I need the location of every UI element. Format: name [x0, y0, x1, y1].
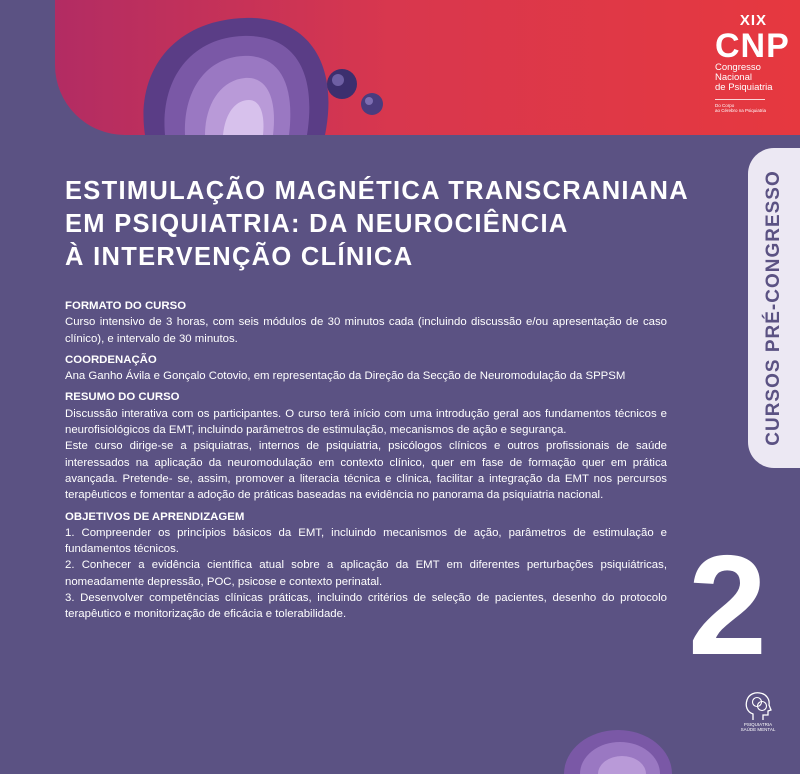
course-title: [65, 175, 745, 274]
congress-name-line2: de Psiquiatria: [715, 82, 773, 93]
sppsm-logo: [733, 690, 783, 732]
head-profile-icon: [741, 690, 775, 722]
section-text: Ana Ganho Ávila e Gonçalo Cotovio, em representação da Direção da Secção de Neuromodulação da SPPSM: [65, 370, 626, 383]
objective-item: 1. Compreender os princípios básicos da EMT, incluindo mecanismos de ação, parâmetros de estimulação e fundamentos técnicos.: [65, 526, 667, 556]
section-heading: OBJETIVOS DE APRENDIZAGEM: [65, 510, 245, 523]
decorative-neuron: [558, 728, 678, 774]
logo-text-line1: PSIQUIATRIA: [743, 722, 773, 727]
congress-tagline-line1: Do Corpo: [715, 103, 735, 108]
title-line-3: À INTERVENÇÃO CLÍNICA: [65, 243, 414, 271]
section-resumo: [65, 389, 667, 503]
edition-number: XIX: [739, 12, 767, 29]
congress-name-line1: Congresso Nacional: [715, 62, 761, 83]
congress-logo: [715, 12, 800, 113]
section-coordenacao: [65, 352, 667, 385]
logo-divider: [715, 99, 765, 100]
congress-acronym: CNP: [715, 27, 790, 65]
title-line-2: EM PSIQUIATRIA: DA NEUROCIÊNCIA: [65, 210, 569, 238]
course-number: 2: [688, 526, 767, 685]
congress-tagline-line2: ao Cérebro na Psiquiatria: [715, 108, 767, 113]
section-formato: [65, 298, 667, 347]
section-text: Curso intensivo de 3 horas, com seis módulos de 30 minutos cada (incluindo discussão e/ou apresentação de caso clínico), e intervalo de 30 minutos.: [65, 316, 667, 345]
section-heading: FORMATO DO CURSO: [65, 300, 187, 312]
title-line-1: ESTIMULAÇÃO MAGNÉTICA TRANSCRANIANA: [65, 177, 689, 205]
section-heading: RESUMO DO CURSO: [65, 391, 180, 404]
section-paragraph: Este curso dirige-se a psiquiatras, internos de psiquiatria, psicólogos clínicos e outros profissionais de saúde interessados na aplicação da neuromodulação em contexto clínico, quer em fase de formação quer em prática avançada. Pretende- se, assim, promover a literacia técnica e clínica, facilitar a integração da EMT nos percursos terapêuticos e fomentar a adoção de práticas baseadas na evidência no panorama da psiquiatria nacional.: [65, 440, 667, 502]
section-heading: COORDENAÇÃO: [65, 353, 157, 366]
section-paragraph: Discussão interativa com os participantes. O curso terá início com uma introdução geral aos fundamentos técnicos e neurofisiológicos da EMT, incluindo parâmetros de estimulação, mecanismos de ação e segurança.: [65, 407, 667, 437]
objective-item: 2. Conhecer a evidência científica atual sobre a aplicação da EMT em diferentes perturbações psiquiátricas, nomeadamente depressão, POC, psicose e contexto perinatal.: [65, 559, 667, 588]
logo-text-line2: SAÚDE MENTAL: [740, 727, 776, 732]
course-content: [65, 298, 667, 623]
section-tab-label: CURSOS PRÉ-CONGRESSO: [763, 170, 784, 446]
brain-illustration: [55, 0, 455, 135]
section-objetivos: [65, 509, 667, 623]
section-tab: [748, 148, 800, 468]
header-banner: [55, 0, 800, 135]
objective-item: 3. Desenvolver competências clínicas práticas, incluindo critérios de seleção de pacientes, desenho do protocolo terapêutico e monitorização de eficácia e tolerabilidade.: [65, 592, 667, 621]
